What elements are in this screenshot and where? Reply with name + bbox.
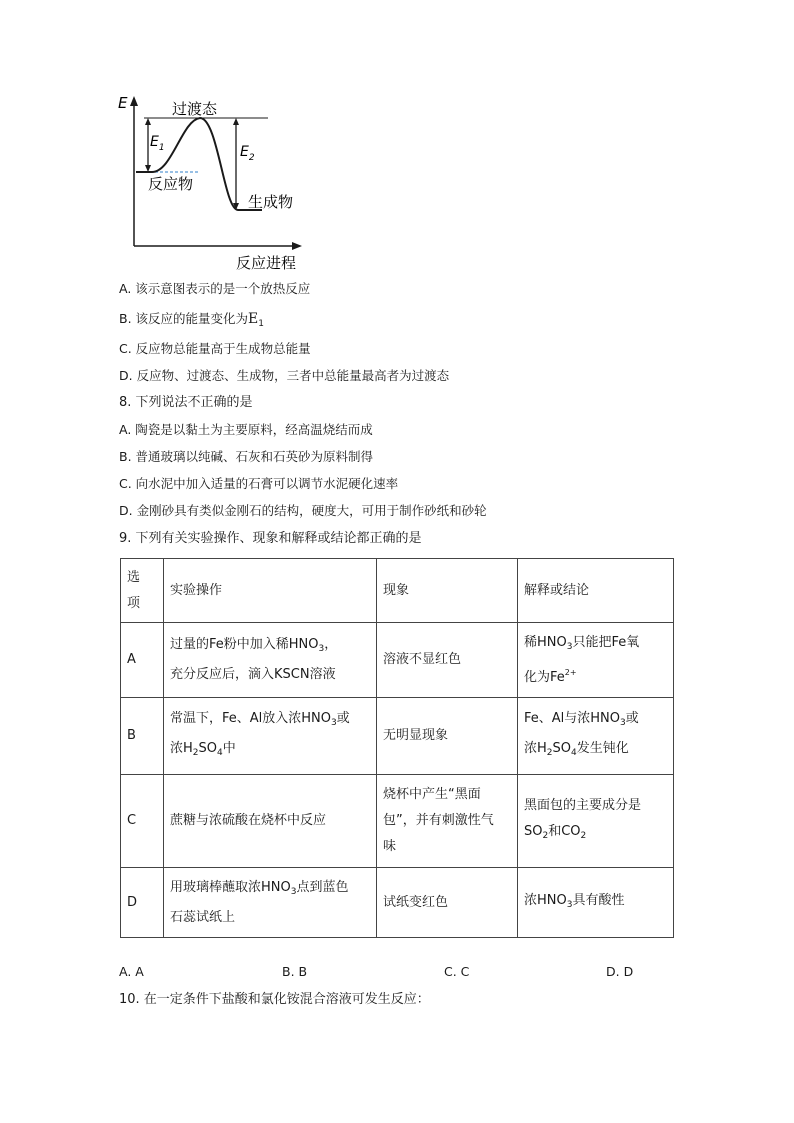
q8-stem: 8. 下列说法不正确的是 [119, 395, 253, 410]
q7-option-d: D. 反应物、过渡态、生成物，三者中总能量最高者为过渡态 [119, 368, 450, 383]
e1-label: $E_1$ [150, 134, 165, 153]
q8-option-d: D. 金刚砂具有类似金刚石的结构，硬度大，可用于制作砂纸和砂轮 [119, 503, 487, 518]
x-axis-label: 反应进程 [236, 254, 297, 272]
energy-curve [136, 118, 262, 210]
transition-label: 过渡态 [172, 100, 218, 118]
q10-stem: 10. 在一定条件下盐酸和氯化铵混合溶液可发生反应： [119, 992, 430, 1007]
row-c-operation: 蔗糖与浓硫酸在烧杯中反应 [164, 775, 377, 868]
q8-option-c: C. 向水泥中加入适量的石膏可以调节水泥硬化速率 [119, 476, 399, 491]
q7-option-c: C. 反应物总能量高于生成物总能量 [119, 341, 311, 356]
header-operation: 实验操作 [164, 559, 377, 623]
row-b-conclusion: Fe、Al与浓$HNO_3$或 浓$H_2SO_4$发生钝化 [518, 698, 674, 775]
row-a-operation: 过量的Fe粉中加入稀$HNO_3$， 充分反应后，滴入KSCN溶液 [164, 623, 377, 698]
row-a-conclusion: 稀$HNO_3$只能把Fe氧 化为$Fe^{2+}$ [518, 623, 674, 698]
axis-e-label: E [118, 94, 128, 112]
row-c-conclusion: 黑面包的主要成分是 $SO_2$和$CO_2$ [518, 775, 674, 868]
q9-answer-a: A. A [119, 964, 144, 979]
header-option: 选 项 [121, 559, 164, 623]
q7-option-b: B. 该反应的能量变化为$E_1$ [119, 311, 264, 329]
reactant-label: 反应物 [148, 175, 194, 193]
table-row [121, 698, 674, 775]
q8-option-a: A. 陶瓷是以黏土为主要原料，经高温烧结而成 [119, 422, 373, 437]
row-a-option: A [121, 623, 164, 698]
q8-option-b: B. 普通玻璃以纯碱、石灰和石英砂为原料制得 [119, 449, 374, 464]
row-d-phenomenon: 试纸变红色 [377, 868, 518, 938]
e2-label: $E_2$ [240, 144, 255, 163]
row-b-option: B [121, 698, 164, 775]
row-a-phenomenon: 溶液不显红色 [377, 623, 518, 698]
table-row [121, 623, 674, 698]
x-axis-arrow [292, 242, 302, 250]
energy-diagram [110, 90, 340, 275]
e1-arrow-head-bottom [145, 165, 151, 172]
q7-option-a: A. 该示意图表示的是一个放热反应 [119, 281, 311, 296]
table-row [121, 775, 674, 868]
header-conclusion: 解释或结论 [518, 559, 674, 623]
q9-stem: 9. 下列有关实验操作、现象和解释或结论都正确的是 [119, 531, 422, 546]
q9-answer-b: B. B [282, 964, 308, 979]
row-d-conclusion: 浓$HNO_3$具有酸性 [518, 868, 674, 938]
row-d-operation: 用玻璃棒蘸取浓$HNO_3$点到蓝色 石蕊试纸上 [164, 868, 377, 938]
row-c-phenomenon: 烧杯中产生“黑面 包”，并有刺激性气 味 [377, 775, 518, 868]
y-axis-arrow [130, 96, 138, 106]
e2-arrow-head-top [233, 118, 239, 125]
q9-answer-c: C. C [444, 964, 470, 979]
header-phenomenon: 现象 [377, 559, 518, 623]
row-b-phenomenon: 无明显现象 [377, 698, 518, 775]
q9-table [120, 558, 674, 938]
row-b-operation: 常温下，Fe、Al放入浓$HNO_3$或 浓$H_2SO_4$中 [164, 698, 377, 775]
table-header-row [121, 559, 674, 623]
table-row [121, 868, 674, 938]
row-d-option: D [121, 868, 164, 938]
q9-answer-d: D. D [606, 964, 634, 979]
row-c-option: C [121, 775, 164, 868]
product-label: 生成物 [248, 193, 294, 211]
e1-arrow-head-top [145, 118, 151, 125]
